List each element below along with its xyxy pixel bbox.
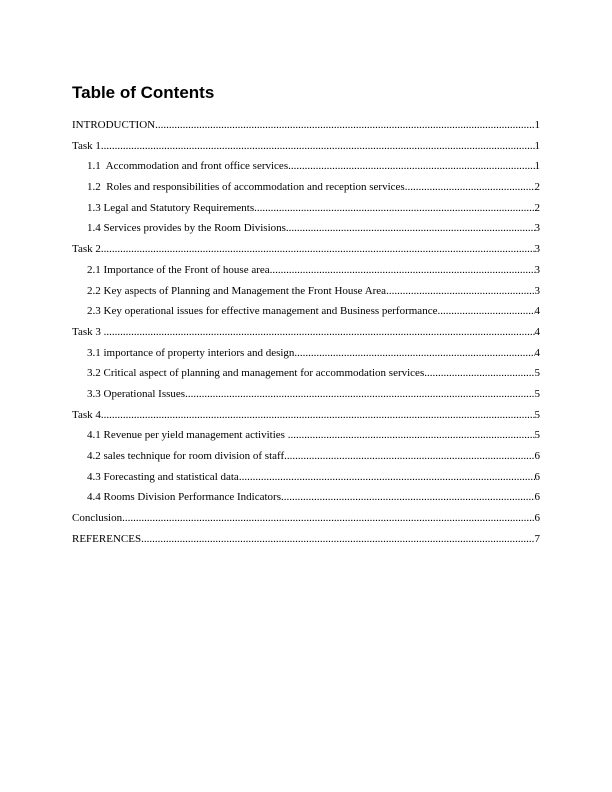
toc-entry-label: REFERENCES — [72, 532, 142, 545]
toc-entry-page-number: 3 — [534, 263, 540, 276]
toc-entry-page-number: 2 — [534, 201, 540, 214]
dot-leader — [155, 115, 534, 136]
toc-entry-page-number: 5 — [534, 429, 540, 442]
toc-entry-page-number: 7 — [534, 532, 540, 545]
toc-entry-page-number: 4 — [534, 305, 540, 318]
toc-entry-2-2[interactable] — [72, 281, 540, 302]
toc-entry-page-number: 5 — [534, 408, 540, 421]
toc-entry-label: 4.4 Rooms Division Performance Indicators — [87, 491, 281, 504]
toc-entry-page-number: 1 — [534, 139, 540, 152]
toc-entry-page-number: 1 — [534, 119, 540, 131]
dot-leader — [141, 529, 534, 550]
toc-entry-4-2[interactable] — [72, 446, 540, 467]
toc-entry-page-number: 6 — [534, 450, 540, 462]
dot-leader — [284, 446, 534, 467]
toc-entry-label: 3.1 importance of property interiors and design — [87, 346, 295, 359]
toc-entry-3-2[interactable] — [72, 363, 540, 384]
dot-leader — [239, 467, 535, 488]
toc-entry-page-number: 3 — [534, 284, 540, 297]
dot-leader — [424, 363, 534, 384]
toc-entry-page-number: 4 — [534, 346, 540, 359]
toc-entry-label: 3.2 Critical aspect of planning and management for accommodation services — [87, 367, 425, 380]
toc-entry-2-3[interactable] — [72, 301, 540, 322]
toc-entry-label: 1.3 Legal and Statutory Requirements — [87, 201, 255, 214]
dot-leader — [294, 343, 534, 364]
dot-leader — [101, 239, 535, 260]
toc-entry-2-1[interactable] — [72, 260, 540, 281]
dot-leader — [101, 405, 535, 426]
toc-entry-label: 1.1 Accommodation and front office services — [87, 160, 289, 173]
dot-leader — [281, 487, 535, 508]
toc-entry-label: INTRODUCTION — [72, 119, 156, 131]
toc-entry-1-4[interactable] — [72, 218, 540, 239]
dot-leader — [288, 156, 534, 177]
dot-leader — [101, 136, 535, 157]
toc-entry-label: Task 3 — [72, 325, 104, 338]
toc-entry-label: Task 4 — [72, 408, 101, 421]
toc-entry-label: 3.3 Operational Issues — [87, 387, 186, 400]
dot-leader — [122, 508, 534, 529]
toc-entry-task-1[interactable] — [72, 136, 540, 157]
toc-entry-conclusion[interactable] — [72, 508, 540, 529]
dot-leader — [286, 218, 535, 239]
dot-leader — [104, 322, 535, 343]
toc-entry-task-3[interactable] — [72, 322, 540, 343]
page-title: Table of Contents — [72, 83, 215, 102]
toc-entry-label: 1.2 Roles and responsibilities of accommodation and reception services — [87, 181, 405, 194]
toc-entry-label: 1.4 Services provides by the Room Divisions — [87, 222, 286, 235]
toc-entry-label: 4.3 Forecasting and statistical data — [87, 470, 239, 483]
toc-entry-task-2[interactable] — [72, 239, 540, 260]
dot-leader — [185, 384, 534, 405]
toc-entry-label: 2.1 Importance of the Front of house area — [87, 263, 270, 276]
toc-entry-1-1[interactable] — [72, 156, 540, 177]
dot-leader — [254, 198, 534, 219]
toc-entry-1-3[interactable] — [72, 198, 540, 219]
toc-entry-page-number: 3 — [534, 222, 540, 235]
toc-entry-page-number: 2 — [534, 181, 540, 194]
toc-list — [72, 115, 540, 549]
toc-entry-label: 2.2 Key aspects of Planning and Management the Front House Area — [87, 284, 387, 297]
toc-entry-label: 4.1 Revenue per yield management activities — [87, 429, 288, 442]
toc-entry-page-number: 5 — [534, 387, 540, 400]
toc-entry-4-4[interactable] — [72, 487, 540, 508]
toc-entry-label: Task 1 — [72, 139, 101, 152]
toc-entry-3-1[interactable] — [72, 343, 540, 364]
toc-entry-label: Task 2 — [72, 243, 101, 256]
toc-entry-label: 4.2 sales technique for room division of staff — [87, 450, 285, 462]
toc-entry-label: Conclusion — [72, 512, 123, 525]
dot-leader — [405, 177, 535, 198]
toc-entry-4-3[interactable] — [72, 467, 540, 488]
toc-entry-task-4[interactable] — [72, 405, 540, 426]
dot-leader — [270, 260, 535, 281]
toc-entry-1-2[interactable] — [72, 177, 540, 198]
toc-entry-page-number: 5 — [534, 367, 540, 380]
toc-entry-page-number: 6 — [534, 512, 540, 525]
toc-entry-label: 2.3 Key operational issues for effective management and Business performance — [87, 305, 438, 318]
dot-leader — [437, 301, 534, 322]
toc-entry-page-number: 1 — [534, 160, 540, 173]
toc-entry-page-number: 3 — [534, 243, 540, 256]
toc-entry-references[interactable] — [72, 529, 540, 550]
toc-entry-page-number: 4 — [534, 325, 540, 338]
dot-leader — [288, 425, 535, 446]
toc-entry-page-number: 6 — [534, 470, 540, 483]
toc-entry-4-1[interactable] — [72, 425, 540, 446]
dot-leader — [386, 281, 534, 302]
toc-entry-3-3[interactable] — [72, 384, 540, 405]
toc-entry-page-number: 6 — [534, 491, 540, 504]
toc-entry-introduction[interactable] — [72, 115, 540, 136]
